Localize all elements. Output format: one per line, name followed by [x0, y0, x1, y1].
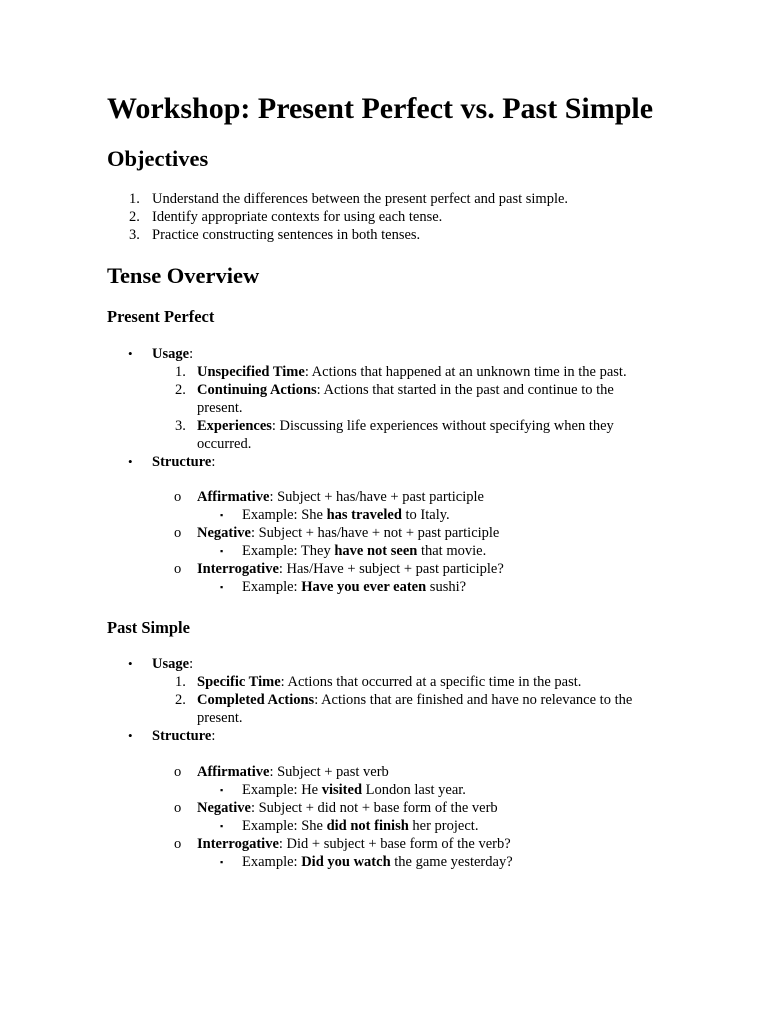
list-item — [107, 208, 667, 226]
circle-bullet-icon: o — [174, 525, 182, 541]
list-item — [107, 381, 667, 417]
usage-desc: : Actions that happened at an unknown time in the past. — [304, 364, 627, 380]
structure-desc: : Has/Have + subject + past participle? — [278, 561, 504, 577]
usage-term: Unspecified Time — [197, 364, 305, 380]
example-verb: visited — [321, 782, 363, 798]
example-verb: has traveled — [326, 507, 402, 523]
square-bullet-icon: ▪ — [220, 546, 224, 556]
list-item — [107, 363, 667, 381]
list-number: 1. — [175, 674, 186, 690]
square-bullet-icon: ▪ — [220, 857, 224, 867]
usage-label: Usage — [152, 656, 190, 672]
usage-desc: : Actions that occurred at a specific time in the past. — [280, 674, 582, 690]
structure-desc: : Subject + has/have + past participle — [269, 489, 484, 505]
usage-desc: : Actions that are finished and have no relevance to the present. — [197, 692, 633, 726]
structure-item — [107, 524, 667, 542]
list-number: 1. — [175, 364, 186, 380]
structure-label: Structure — [152, 454, 212, 470]
list-item — [107, 691, 667, 727]
structure-desc: : Subject + did not + base form of the verb — [250, 800, 498, 816]
structure-item — [107, 560, 667, 578]
structure-label: Structure — [152, 728, 212, 744]
objectives-list — [107, 190, 667, 244]
structure-term: Negative — [197, 800, 251, 816]
list-number: 2. — [175, 382, 186, 398]
usage-term: Completed Actions — [197, 692, 315, 708]
example-item: ▪ Example: They have not seen that movie. — [220, 543, 487, 559]
structure-item — [107, 835, 667, 853]
list-number: 3. — [175, 418, 186, 434]
objectives-heading: Objectives — [107, 146, 209, 171]
example-item: ▪ Example: Did you watch the game yesterday? — [220, 854, 513, 870]
usage-term: Specific Time — [197, 674, 281, 690]
example-item: ▪ Example: He visited London last year. — [220, 782, 466, 798]
example-verb: Have you ever eaten — [301, 579, 427, 595]
square-bullet-icon: ▪ — [220, 582, 224, 592]
example-item: ▪ Example: She did not finish her project. — [220, 818, 479, 834]
structure-item — [107, 799, 667, 817]
structure-row: • Structure: — [128, 728, 216, 744]
structure-desc: : Subject + has/have + not + past participle — [250, 525, 500, 541]
circle-bullet-icon: o — [174, 800, 182, 816]
example-item: ▪ Example: Have you ever eaten sushi? — [220, 579, 467, 595]
circle-bullet-icon: o — [174, 561, 182, 577]
list-number: 2. — [129, 209, 140, 225]
bullet-icon: • — [128, 346, 133, 361]
structure-desc: : Subject + past verb — [269, 764, 389, 780]
square-bullet-icon: ▪ — [220, 510, 224, 520]
square-bullet-icon: ▪ — [220, 821, 224, 831]
present-perfect-heading: Present Perfect — [107, 307, 215, 326]
bullet-icon: • — [128, 656, 133, 671]
usage-label: Usage — [152, 346, 190, 362]
present-perfect-structures — [107, 488, 667, 596]
list-item — [107, 673, 667, 691]
usage-term: Continuing Actions — [197, 382, 317, 398]
usage-row: • Usage: — [128, 656, 194, 672]
structure-term: Interrogative — [197, 561, 279, 577]
past-simple-structures — [107, 763, 667, 871]
structure-term: Negative — [197, 525, 251, 541]
present-perfect-section — [107, 345, 667, 471]
list-number: 2. — [175, 692, 186, 708]
list-item-text: Understand the differences between the present perfect and past simple. — [152, 191, 569, 207]
past-simple-heading: Past Simple — [107, 618, 190, 637]
circle-bullet-icon: o — [174, 489, 182, 505]
page-title: Workshop: Present Perfect vs. Past Simple — [107, 92, 654, 125]
list-item — [107, 226, 667, 244]
example-verb: did not finish — [326, 818, 409, 834]
example-verb: have not seen — [334, 543, 418, 559]
structure-row: • Structure: — [128, 454, 216, 470]
bullet-icon: • — [128, 728, 133, 743]
circle-bullet-icon: o — [174, 764, 182, 780]
list-number: 1. — [129, 191, 140, 207]
structure-term: Interrogative — [197, 836, 279, 852]
example-verb: Did you watch — [301, 854, 391, 870]
list-item — [107, 190, 667, 208]
tense-overview-heading: Tense Overview — [107, 263, 260, 288]
structure-item — [107, 488, 667, 506]
structure-desc: : Did + subject + base form of the verb? — [278, 836, 511, 852]
usage-row: • Usage: — [128, 346, 194, 362]
bullet-icon: • — [128, 454, 133, 469]
list-item-text: Practice constructing sentences in both tenses. — [152, 227, 421, 243]
usage-desc: : Discussing life experiences without specifying when they occurred. — [197, 418, 614, 452]
structure-term: Affirmative — [197, 764, 270, 780]
list-number: 3. — [129, 227, 140, 243]
list-item-text: Identify appropriate contexts for using each tense. — [152, 209, 443, 225]
square-bullet-icon: ▪ — [220, 785, 224, 795]
past-simple-section — [107, 655, 667, 745]
usage-term: Experiences — [197, 418, 272, 434]
example-item: ▪ Example: She has traveled to Italy. — [220, 507, 450, 523]
structure-item — [107, 763, 667, 781]
structure-term: Affirmative — [197, 489, 270, 505]
usage-desc: : Actions that started in the past and continue to the present. — [197, 382, 614, 416]
circle-bullet-icon: o — [174, 836, 182, 852]
list-item — [107, 417, 667, 453]
